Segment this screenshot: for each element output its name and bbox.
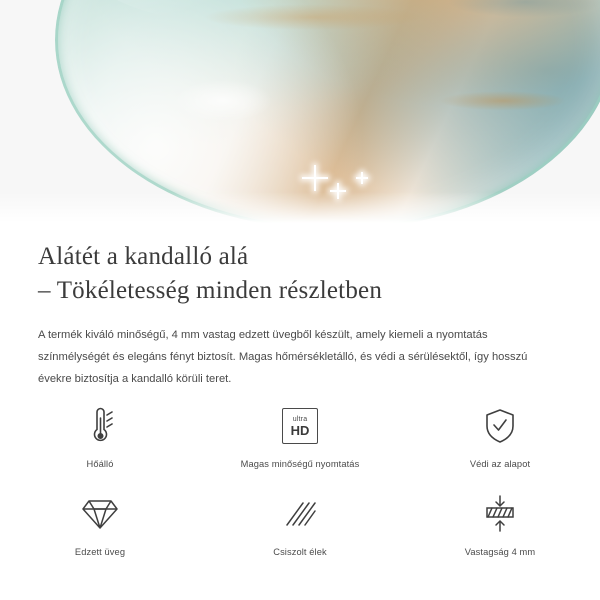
polished-edges-icon	[281, 492, 319, 536]
content-block	[0, 228, 600, 391]
feature-surface-protection	[400, 398, 600, 486]
thickness-icon	[481, 492, 519, 536]
feature-print-quality	[200, 398, 400, 486]
feature-polished-edges	[200, 486, 400, 574]
feature-heat-resistant	[0, 398, 200, 486]
headline-line-2: – Tökéletesség minden részletben	[38, 276, 383, 304]
ultra-hd-icon	[282, 404, 318, 448]
feature-label: Hőálló	[86, 459, 114, 469]
page-title	[0, 228, 600, 307]
feature-label: Magas minőségű nyomtatás	[240, 459, 360, 469]
feature-label: Védi az alapot	[469, 459, 531, 469]
hero-image	[0, 0, 600, 228]
hero-fade-overlay	[0, 192, 600, 228]
diamond-icon	[81, 492, 119, 536]
feature-grid	[0, 398, 600, 574]
feature-tempered-glass	[0, 486, 200, 574]
ultra-hd-badge-top: ultra	[292, 415, 308, 423]
feature-label: Edzett üveg	[74, 547, 126, 557]
feature-thickness	[400, 486, 600, 574]
shield-check-icon	[483, 404, 517, 448]
feature-label: Csiszolt élek	[273, 547, 327, 557]
headline-line-1: Alátét a kandalló alá	[38, 243, 249, 270]
thermometer-icon	[83, 404, 117, 448]
product-description-text: A termék kiváló minőségű, 4 mm vastag edzett üvegből készült, amely kiemeli a nyomtatás színmélységét és elegáns fényt biztosít. Magas hőmérsékletálló, és védi a sérülésektől, így hosszú évekre biztosítja a kandalló körüli teret.	[38, 329, 528, 385]
ultra-hd-badge-bottom: HD	[290, 422, 310, 438]
feature-label: Vastagság 4 mm	[464, 547, 536, 557]
